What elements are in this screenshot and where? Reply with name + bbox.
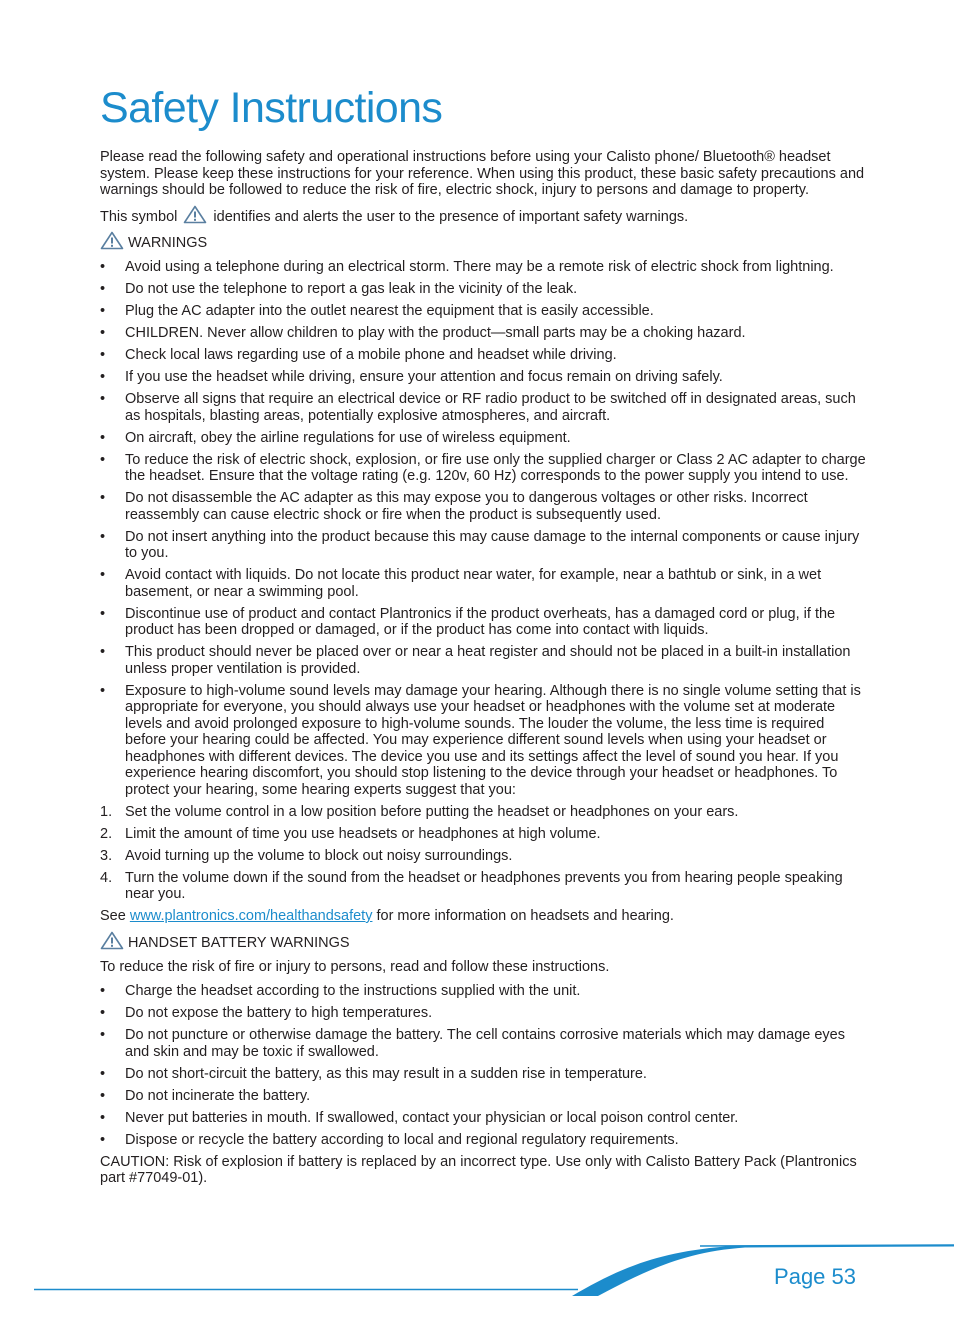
battery-intro: To reduce the risk of fire or injury to persons, read and follow these instructions. xyxy=(100,958,610,975)
list-item xyxy=(100,1005,866,1022)
numbered-item xyxy=(100,804,866,821)
bullet-marker: • xyxy=(100,303,106,319)
list-item xyxy=(100,529,866,562)
intro-paragraph: Please read the following safety and operational instructions before using your Calisto phone/ Bluetooth® headset system. Please keep these instructions for your reference. When using this product, these basic safety precautions and warnings should be followed to reduce the risk of fire, electric shock, injury to persons and damage to property. xyxy=(100,149,865,198)
number-marker: 4. xyxy=(100,869,113,886)
bullet-marker: • xyxy=(100,1131,106,1148)
list-item-text: Avoid using a telephone during an electrical storm. There may be a remote risk of electric shock from lightning. xyxy=(125,259,834,275)
bullet-marker: • xyxy=(100,369,106,385)
list-item-text: On aircraft, obey the airline regulations for use of wireless equipment. xyxy=(125,429,571,446)
list-item xyxy=(100,430,866,447)
numbered-item xyxy=(100,848,866,865)
numbered-item-text: Limit the amount of time you use headsets or headphones at high volume. xyxy=(125,825,601,842)
page-number: Page 53 xyxy=(774,1264,856,1289)
list-item xyxy=(100,490,866,523)
caution-note: CAUTION: Risk of explosion if battery is replaced by an incorrect type. Use only with Calisto Battery Pack (Plantronics part #77049-01). xyxy=(100,1153,857,1186)
symbol-text-after: identifies and alerts the user to the presence of important safety warnings. xyxy=(213,208,689,225)
list-item-text: Never put batteries in mouth. If swallowed, contact your physician or local poison control center. xyxy=(125,1109,739,1126)
number-marker: 1. xyxy=(100,803,113,820)
bullet-marker: • xyxy=(100,983,106,999)
bullet-marker: • xyxy=(100,1065,106,1082)
bullet-marker: • xyxy=(100,490,106,506)
warning-triangle-icon xyxy=(100,231,124,250)
warning-triangle-icon xyxy=(100,931,124,950)
see-more-line xyxy=(100,908,866,925)
list-item-text: Do not use the telephone to report a gas leak in the vicinity of the leak. xyxy=(125,281,578,297)
list-item xyxy=(100,1088,866,1105)
list-item-text: This product should never be placed over or near a heat register and should not be placed in a built-in installation unless proper ventilation is provided. xyxy=(125,644,851,677)
bullet-marker: • xyxy=(100,528,106,545)
bullet-marker: • xyxy=(100,281,106,297)
bullet-marker: • xyxy=(100,347,106,363)
page-title: Safety Instructions xyxy=(100,84,443,132)
list-item xyxy=(100,567,866,600)
list-item-text: Do not insert anything into the product because this may cause damage to the internal components or cause injury to you. xyxy=(125,528,860,561)
see-more-after: for more information on headsets and hearing. xyxy=(376,908,674,924)
hearing-tips-list xyxy=(100,804,866,903)
numbered-item xyxy=(100,870,866,903)
symbol-text-before: This symbol xyxy=(100,208,178,225)
page-content xyxy=(100,82,866,1193)
numbered-item-text: Turn the volume down if the sound from the headset or headphones prevents you from hearing people speaking near you. xyxy=(125,869,843,902)
warnings-heading xyxy=(100,231,866,251)
numbered-item-text: Set the volume control in a low position before putting the headset or headphones on your ears. xyxy=(125,803,739,820)
list-item-text: Exposure to high-volume sound levels may damage your hearing. Although there is no single volume setting that is appropriate for everyone, you should always use your headset or headphones with the volume set at moderate levels and avoid prolonged exposure to high-volume sounds. The louder the volume, the less time is required before your hearing could be affected. You may experience different sound levels when using your headset or headphones with different devices. The device you use and its settings affect the level of sound you hear. If you experience hearing discomfort, you should stop listening to the device through your headset or headphones. To protect your hearing, some hearing experts suggest that you: xyxy=(125,682,861,798)
bullet-marker: • xyxy=(100,1109,106,1126)
bullet-marker: • xyxy=(100,325,106,341)
bullet-marker: • xyxy=(100,644,106,660)
list-item-text: CHILDREN. Never allow children to play with the product—small parts may be a choking hazard. xyxy=(125,325,746,341)
list-item xyxy=(100,1027,866,1060)
list-item xyxy=(100,347,866,364)
list-item xyxy=(100,452,866,485)
number-marker: 2. xyxy=(100,825,113,842)
warning-triangle-icon xyxy=(183,205,207,224)
bullet-marker: • xyxy=(100,1005,106,1021)
bullet-marker: • xyxy=(100,451,106,468)
list-item-text: Avoid contact with liquids. Do not locate this product near water, for example, near a bathtub or sink, in a wet basement, or near a swimming pool. xyxy=(125,567,822,600)
list-item-text: Do not short-circuit the battery, as this may result in a sudden rise in temperature. xyxy=(125,1065,647,1082)
list-item-text: Dispose or recycle the battery according to local and regional regulatory requirements. xyxy=(125,1131,679,1148)
numbered-item xyxy=(100,826,866,843)
list-item xyxy=(100,1132,866,1149)
list-item-text: Do not incinerate the battery. xyxy=(125,1087,311,1104)
list-item-text: To reduce the risk of electric shock, explosion, or fire use only the supplied charger or Class 2 AC adapter to charge the headset. Ensure that the voltage rating (e.g. 120v, 60 Hz) corresponds to the power supply you intend to use. xyxy=(125,451,866,484)
list-item xyxy=(100,644,866,677)
list-item xyxy=(100,369,866,386)
bullet-marker: • xyxy=(100,567,106,583)
bullet-marker: • xyxy=(100,259,106,275)
list-item xyxy=(100,1110,866,1127)
list-item-text: Observe all signs that require an electrical device or RF radio product to be switched off in designated areas, such as hospitals, blasting areas, potentially explosive atmospheres, and aircraft. xyxy=(125,391,856,424)
battery-warnings-list xyxy=(100,983,866,1148)
list-item xyxy=(100,303,866,320)
list-item xyxy=(100,1066,866,1083)
numbered-item-text: Avoid turning up the volume to block out noisy surroundings. xyxy=(125,847,513,864)
list-item-text: Discontinue use of product and contact Plantronics if the product overheats, has a damaged cord or plug, if the product has been dropped or damaged, or if the product has come into contact with liquids. xyxy=(125,605,836,638)
number-marker: 3. xyxy=(100,847,113,864)
bullet-marker: • xyxy=(100,1027,106,1043)
list-item xyxy=(100,983,866,1000)
list-item-text: Do not puncture or otherwise damage the battery. The cell contains corrosive materials which may damage eyes and skin and may be toxic if swallowed. xyxy=(125,1027,845,1060)
warnings-list xyxy=(100,259,866,798)
bullet-marker: • xyxy=(100,429,106,446)
list-item xyxy=(100,606,866,639)
list-item xyxy=(100,325,866,342)
battery-warnings-heading xyxy=(100,931,866,951)
list-item-text: Plug the AC adapter into the outlet nearest the equipment that is easily accessible. xyxy=(125,303,654,319)
list-item-text: Do not expose the battery to high temperatures. xyxy=(125,1005,433,1021)
warnings-heading-label: WARNINGS xyxy=(128,235,208,251)
battery-warnings-heading-label: HANDSET BATTERY WARNINGS xyxy=(128,934,350,951)
list-item xyxy=(100,259,866,276)
list-item xyxy=(100,391,866,424)
list-item-text: Do not disassemble the AC adapter as this may expose you to dangerous voltages or other risks. Incorrect reassembly can cause electric shock or fire when the product is subsequently used. xyxy=(125,490,808,523)
symbol-explanation xyxy=(100,205,866,226)
bullet-marker: • xyxy=(100,605,106,622)
list-item xyxy=(100,281,866,298)
list-item-text: If you use the headset while driving, ensure your attention and focus remain on driving safely. xyxy=(125,369,723,385)
see-more-before: See xyxy=(100,908,126,924)
list-item xyxy=(100,683,866,799)
list-item-text: Check local laws regarding use of a mobile phone and headset while driving. xyxy=(125,347,617,363)
list-item-text: Charge the headset according to the instructions supplied with the unit. xyxy=(125,983,581,999)
bullet-marker: • xyxy=(100,1087,106,1104)
bullet-marker: • xyxy=(100,682,106,699)
bullet-marker: • xyxy=(100,391,106,407)
health-safety-link[interactable]: www.plantronics.com/healthandsafety xyxy=(129,908,373,924)
